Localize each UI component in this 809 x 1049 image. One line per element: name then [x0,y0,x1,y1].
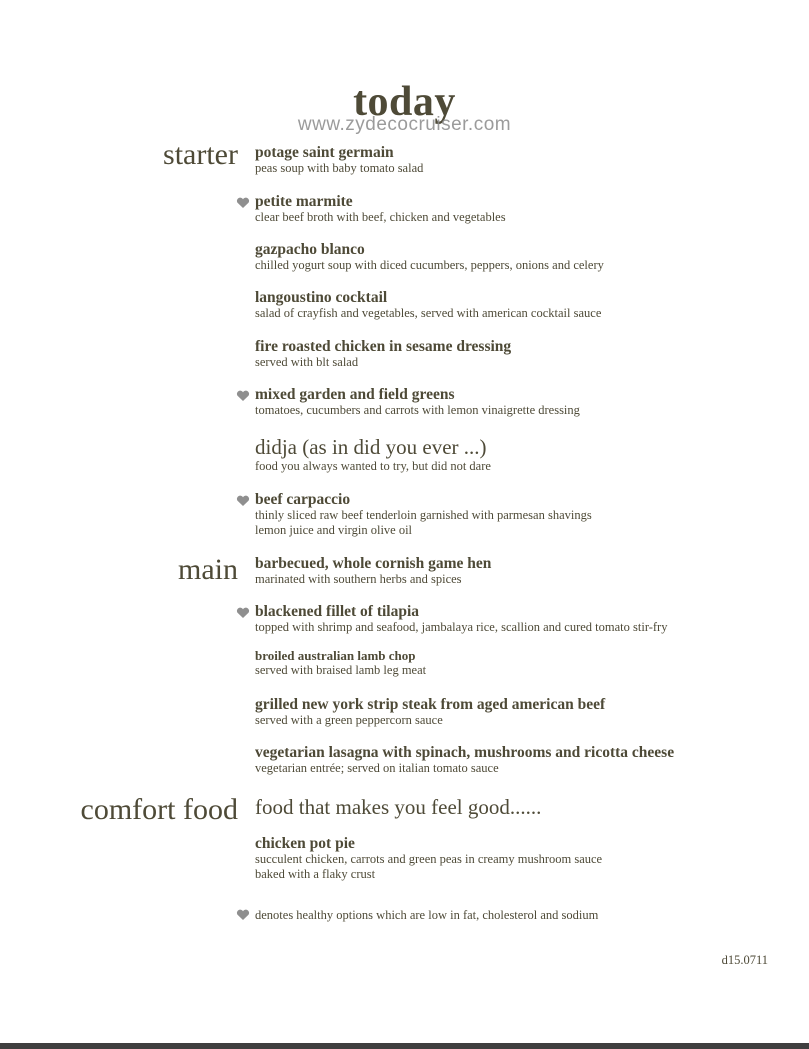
heart-icon [236,197,250,209]
item-name: gazpacho blanco [255,241,365,258]
menu-title: today [353,79,456,125]
item-name: beef carpaccio [255,491,351,508]
menu-item [255,338,511,370]
item-description: served with a green peppercorn sauce [255,713,443,727]
item-name: broiled australian lamb chop [255,648,416,663]
item-description: baked with a flaky crust [255,867,376,881]
item-description: salad of crayfish and vegetables, served with american cocktail sauce [255,306,602,320]
watermark: www.zydecocruiser.com [297,114,512,135]
heart-icon [236,495,250,507]
menu-item [255,144,423,176]
menu-item [255,386,580,418]
item-name: potage saint germain [255,144,394,161]
item-description: food you always wanted to try, but did not dare [255,459,491,473]
item-description: served with blt salad [255,355,359,369]
item-name: mixed garden and field greens [255,386,455,403]
heart-icon [236,909,250,921]
item-description: topped with shrimp and seafood, jambalaya rice, scallion and cured tomato stir-fry [255,620,668,634]
menu-item [255,241,604,273]
heart-icon [236,607,250,619]
menu-code: d15.0711 [721,953,768,967]
item-name: chicken pot pie [255,835,355,852]
item-description: tomatoes, cucumbers and carrots with lemon vinaigrette dressing [255,403,580,417]
menu-item [255,603,667,635]
healthy-footnote: denotes healthy options which are low in fat, cholesterol and sodium [255,908,599,922]
item-description: peas soup with baby tomato salad [255,161,424,175]
item-name: barbecued, whole cornish game hen [255,555,492,572]
item-name: fire roasted chicken in sesame dressing [255,338,512,355]
item-description: lemon juice and virgin olive oil [255,523,413,537]
heart-icon [236,390,250,402]
item-name: didja (as in did you ever ...) [255,435,487,459]
menu-item [255,193,506,225]
section-starter: starter [163,138,238,171]
item-name: vegetarian lasagna with spinach, mushrooms and ricotta cheese [255,744,675,761]
menu-item [255,744,674,776]
item-description: thinly sliced raw beef tenderloin garnished with parmesan shavings [255,508,592,522]
item-name: langoustino cocktail [255,289,388,306]
bottom-bar [0,1043,809,1049]
item-description: succulent chicken, carrots and green peas in creamy mushroom sauce [255,852,603,866]
menu-item [255,696,605,728]
item-description: vegetarian entrée; served on italian tomato sauce [255,761,499,775]
section-main: main [178,553,238,586]
section-comfort-food: comfort food [80,793,238,826]
item-name: grilled new york strip steak from aged american beef [255,696,606,713]
item-name: petite marmite [255,193,353,210]
menu-item [255,555,491,587]
menu-item [255,835,602,882]
menu-item [255,289,601,321]
item-description: marinated with southern herbs and spices [255,572,462,586]
item-description: served with braised lamb leg meat [255,663,427,677]
item-name: food that makes you feel good...... [255,795,542,819]
item-description: chilled yogurt soup with diced cucumbers, peppers, onions and celery [255,258,604,272]
menu-item [255,648,426,678]
menu-item [255,435,491,474]
comfort-food-tagline [255,795,541,819]
item-name: blackened fillet of tilapia [255,603,420,620]
menu-item [255,491,592,538]
item-description: clear beef broth with beef, chicken and vegetables [255,210,506,224]
